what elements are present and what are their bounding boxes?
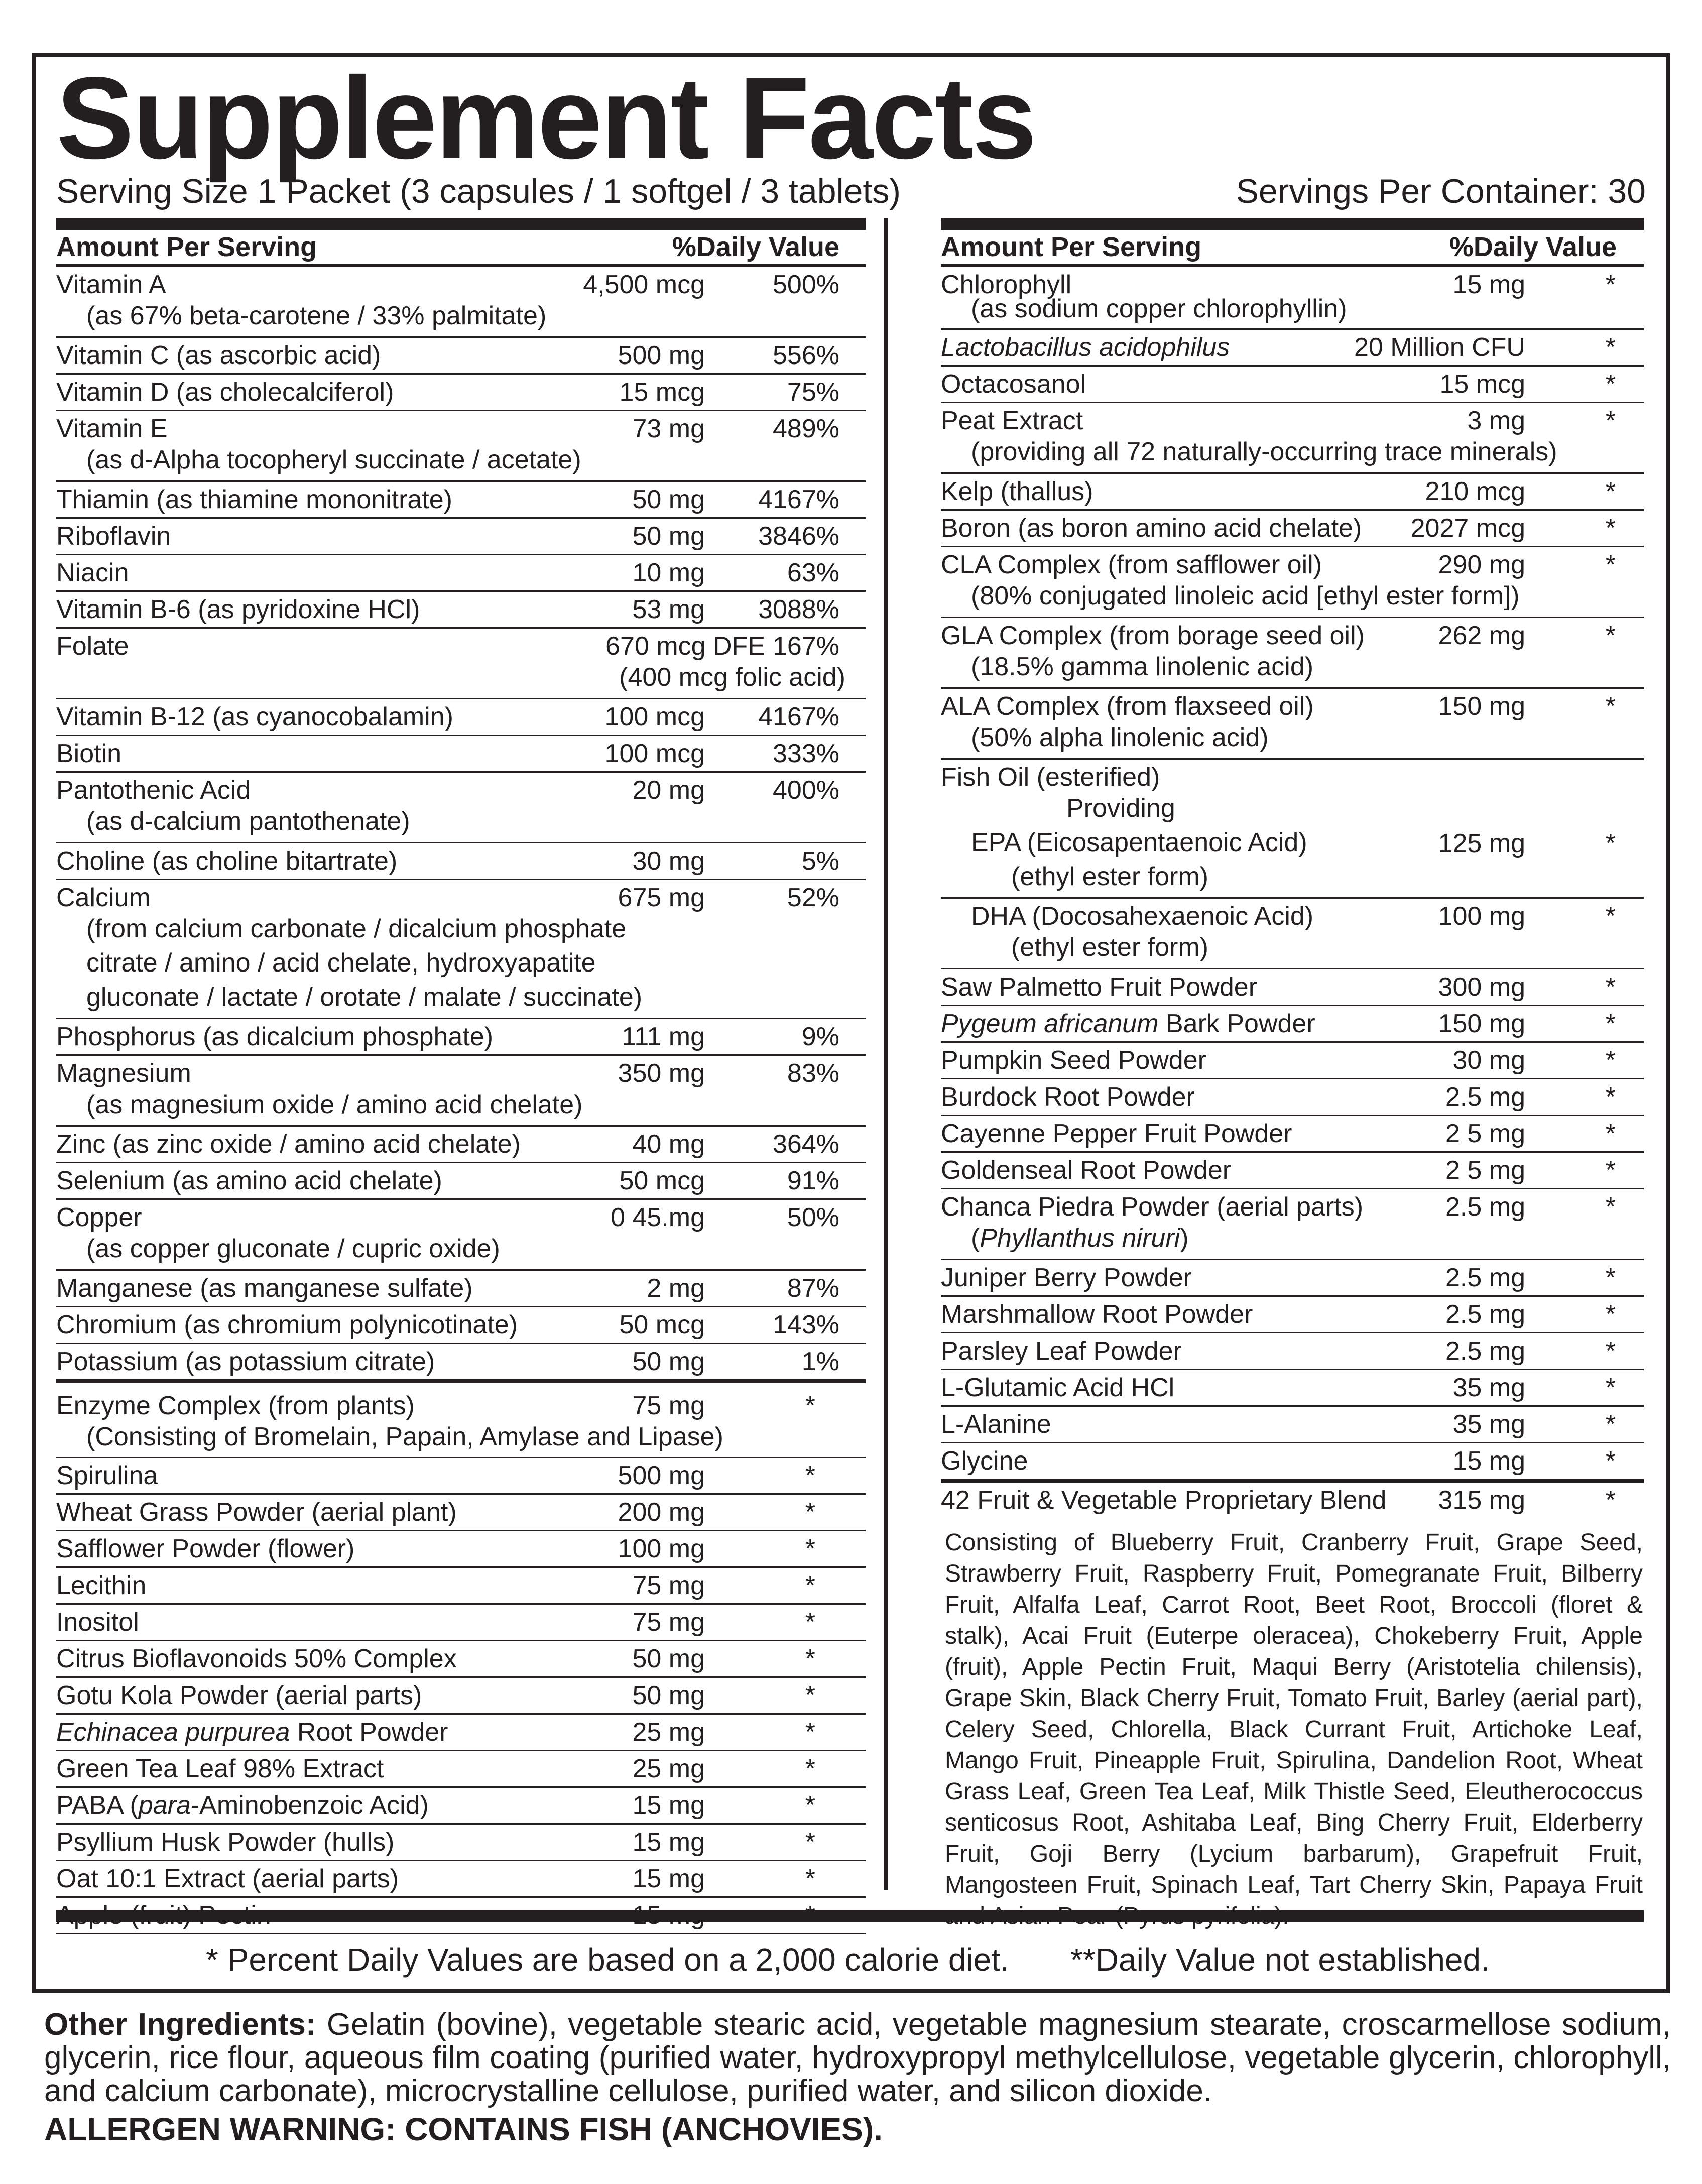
nutrient-row [941, 1333, 1644, 1370]
nutrient-row [56, 1531, 866, 1568]
nutrient-daily-value: * [1605, 902, 1616, 931]
nutrient-name: Safflower Powder (flower) [56, 1534, 355, 1563]
nutrient-row [941, 689, 1644, 760]
nutrient-daily-value: 3846% [758, 522, 839, 551]
nutrient-name: Vitamin B-6 (as pyridoxine HCl) [56, 595, 420, 624]
nutrient-row [941, 1407, 1644, 1443]
nutrient-name: Lactobacillus acidophilus [941, 333, 1230, 362]
thick-rule [941, 218, 1644, 230]
nutrient-amount: 50 mcg [619, 1166, 705, 1195]
nutrient-name: Boron (as boron amino acid chelate) [941, 514, 1362, 543]
nutrient-source: (80% conjugated linoleic acid [ethyl ester form]) [971, 581, 1520, 611]
nutrient-source: (ethyl ester form) [1011, 862, 1208, 891]
nutrient-amount: 15 mg [1452, 270, 1525, 299]
nutrient-daily-value: * [805, 1391, 815, 1420]
nutrient-amount: 73 mg [632, 414, 705, 443]
nutrient-amount: 25 mg [632, 1718, 705, 1747]
nutrient-row [941, 899, 1644, 969]
nutrient-name: Riboflavin [56, 522, 171, 551]
nutrient-name: Vitamin D (as cholecalciferol) [56, 378, 394, 407]
nutrient-amount: 2.5 mg [1445, 1300, 1525, 1329]
daily-value-footnote: * Percent Daily Values are based on a 2,000 calorie diet. [206, 1942, 1009, 1978]
nutrient-name: Zinc (as zinc oxide / amino acid chelate) [56, 1130, 521, 1159]
nutrient-amount: 100 mg [1438, 902, 1525, 931]
nutrient-amount: 150 mg [1438, 692, 1525, 721]
nutrient-name: Oat 10:1 Extract (aerial parts) [56, 1864, 399, 1893]
nutrient-name: Folate [56, 632, 129, 661]
botanical-name: Echinacea purpurea [56, 1718, 290, 1747]
nutrient-source: (18.5% gamma linolenic acid) [971, 652, 1314, 681]
nutrient-amount: 675 mg [618, 883, 705, 912]
nutrient-name: Vitamin C (as ascorbic acid) [56, 341, 381, 370]
nutrient-amount: 53 mg [632, 595, 705, 624]
nutrient-source: (as d-calcium pantothenate) [86, 807, 410, 836]
nutrient-row [941, 403, 1644, 474]
panel-title: Supplement Facts [56, 53, 1036, 183]
nutrient-name: Pumpkin Seed Powder [941, 1046, 1206, 1075]
nutrient-amount: 100 mcg [604, 739, 705, 768]
nutrient-amount: 15 mg [632, 1791, 705, 1820]
nutrient-name: Choline (as choline bitartrate) [56, 846, 398, 876]
nutrient-name: Juniper Berry Powder [941, 1263, 1192, 1292]
nutrient-amount: 75 mg [632, 1391, 705, 1420]
nutrient-row [56, 1458, 866, 1495]
nutrient-row [56, 1715, 866, 1751]
nutrient-row [941, 1189, 1644, 1260]
other-ingredients-label: Other Ingredients: [44, 2007, 316, 2042]
nutrient-daily-value: * [805, 1754, 815, 1783]
nutrient-row [941, 547, 1644, 618]
nutrient-name: Pantothenic Acid [56, 776, 251, 805]
nutrient-amount: 20 mg [632, 776, 705, 805]
other-ingredients [44, 2008, 1671, 2108]
nutrient-daily-value: * [805, 1461, 815, 1490]
nutrient-amount: 2.5 mg [1445, 1082, 1525, 1112]
nutrient-source: gluconate / lactate / orotate / malate / succinate) [86, 983, 643, 1012]
nutrient-name: Peat Extract [941, 406, 1083, 435]
nutrient-row [56, 1056, 866, 1127]
nutrient-daily-value: 364% [773, 1130, 839, 1159]
nutrient-row [56, 1271, 866, 1307]
nutrient-daily-value: 489% [773, 414, 839, 443]
nutrient-name: Chromium (as chromium polynicotinate) [56, 1310, 518, 1340]
nutrient-daily-value: 333% [773, 739, 839, 768]
nutrient-amount: 50 mg [632, 485, 705, 514]
nutrient-name [941, 1006, 1315, 1041]
nutrient-daily-value: * [1605, 1192, 1616, 1222]
nutrient-amount: 15 mcg [619, 378, 705, 407]
nutrient-row [941, 511, 1644, 547]
nutrient-row [56, 1825, 866, 1861]
nutrient-row [56, 267, 866, 338]
nutrient-row [56, 338, 866, 375]
nutrient-name: GLA Complex (from borage seed oil) [941, 621, 1365, 650]
nutrient-name: Vitamin E [56, 414, 168, 443]
nutrient-name: DHA (Docosahexaenoic Acid) [971, 902, 1314, 931]
nutrient-name: Manganese (as manganese sulfate) [56, 1274, 473, 1303]
providing-label: Providing [1066, 794, 1175, 823]
nutrient-daily-value: * [1605, 1410, 1616, 1439]
nutrient-daily-value: * [1605, 1373, 1616, 1402]
botanical-name: Phyllanthus niruri [980, 1224, 1180, 1253]
nutrient-source: (providing all 72 naturally-occurring trace minerals) [971, 437, 1557, 466]
nutrient-amount: 300 mg [1438, 973, 1525, 1002]
daily-value-heading: %Daily Value [1449, 232, 1617, 262]
nutrient-source [971, 1222, 1189, 1255]
nutrient-daily-value: 83% [787, 1059, 839, 1088]
nutrient-daily-value: * [1605, 621, 1616, 650]
nutrient-row [56, 773, 866, 843]
nutrient-daily-value: * [805, 1644, 815, 1673]
nutrient-daily-value: 556% [773, 341, 839, 370]
nutrient-name: ALA Complex (from flaxseed oil) [941, 692, 1314, 721]
nutrient-amount: 2.5 mg [1445, 1337, 1525, 1366]
nutrient-row [56, 1861, 866, 1898]
nutrient-amount: 50 mcg [619, 1310, 705, 1340]
nutrient-daily-value: 500% [773, 270, 839, 299]
daily-value-heading: %Daily Value [672, 232, 839, 262]
nutrient-row [56, 1495, 866, 1531]
nutrient-source: (50% alpha linolenic acid) [971, 723, 1269, 752]
nutrient-source: (ethyl ester form) [1011, 933, 1208, 962]
nutrient-daily-value: 87% [787, 1274, 839, 1303]
nutrient-row [56, 1788, 866, 1825]
nutrient-source: (as copper gluconate / cupric oxide) [86, 1234, 500, 1263]
nutrient-amount: 15 mg [632, 1864, 705, 1893]
nutrient-row [56, 482, 866, 519]
nutrient-name: Marshmallow Root Powder [941, 1300, 1253, 1329]
nutrient-daily-value: * [805, 1498, 815, 1527]
nutrient-row [56, 880, 866, 1019]
nutrient-daily-value: * [1605, 514, 1616, 543]
nutrient-daily-value: * [1605, 1119, 1616, 1148]
nutrient-amount: 2.5 mg [1445, 1192, 1525, 1222]
nutrient-row [941, 618, 1644, 689]
nutrient-name: Chlorophyll [941, 270, 1072, 299]
nutrient-name: Green Tea Leaf 98% Extract [56, 1754, 384, 1783]
column-header [56, 230, 866, 267]
nutrient-name-rest: Bark Powder [1158, 1009, 1315, 1038]
nutrient-amount: 111 mg [622, 1022, 705, 1051]
column-header [941, 230, 1644, 267]
nutrient-amount: 30 mg [1452, 1046, 1525, 1075]
nutrient-daily-value: * [1605, 406, 1616, 435]
nutrient-row [56, 1127, 866, 1163]
right-nutrient-column [941, 218, 1644, 1518]
nutrient-row [941, 1079, 1644, 1116]
nutrient-source: (400 mcg folic acid) [619, 663, 845, 692]
nutrient-name: Parsley Leaf Powder [941, 1337, 1182, 1366]
nutrient-source: (as sodium copper chlorophyllin) [971, 294, 1347, 323]
nutrient-name: Vitamin A [56, 270, 166, 299]
nutrient-daily-value: * [805, 1791, 815, 1820]
nutrient-name: Vitamin B-12 (as cyanocobalamin) [56, 702, 453, 732]
nutrient-daily-value: * [1605, 1082, 1616, 1112]
nutrient-amount: 3 mg [1467, 406, 1525, 435]
amount-per-serving-heading: Amount Per Serving [56, 232, 317, 262]
nutrient-name-italic: para [138, 1791, 191, 1820]
nutrient-daily-value: * [1605, 270, 1616, 299]
proprietary-blend-row [941, 1483, 1644, 1518]
nutrient-daily-value: 63% [787, 558, 839, 587]
nutrient-name: Chanca Piedra Powder (aerial parts) [941, 1192, 1364, 1222]
nutrient-amount: 35 mg [1452, 1410, 1525, 1439]
nutrient-amount: 40 mg [632, 1130, 705, 1159]
nutrient-daily-value: 91% [787, 1166, 839, 1195]
nutrient-amount: 20 Million CFU [1354, 333, 1525, 362]
nutrient-daily-value: * [1605, 973, 1616, 1002]
nutrient-row [56, 1383, 866, 1458]
nutrient-name: Fish Oil (esterified) [941, 763, 1160, 792]
nutrient-name [56, 1715, 448, 1750]
nutrient-amount: 15 mcg [1439, 370, 1525, 399]
nutrient-name: L-Alanine [941, 1410, 1051, 1439]
nutrient-row [941, 1043, 1644, 1079]
nutrient-amount: 262 mg [1438, 621, 1525, 650]
nutrient-daily-value: 52% [787, 883, 839, 912]
nutrient-amount: 50 mg [632, 522, 705, 551]
nutrient-amount: 350 mg [618, 1059, 705, 1088]
nutrient-name: Burdock Root Powder [941, 1082, 1195, 1112]
nutrient-daily-value: 3088% [758, 595, 839, 624]
nutrient-amount: 35 mg [1452, 1373, 1525, 1402]
nutrient-name: CLA Complex (from safflower oil) [941, 550, 1322, 579]
nutrient-daily-value: * [1605, 1046, 1616, 1075]
left-nutrient-column [56, 218, 866, 1934]
nutrient-source: (as d-Alpha tocopheryl succinate / acetate) [86, 445, 581, 474]
nutrient-daily-value: 4167% [758, 702, 839, 732]
nutrient-row [56, 1568, 866, 1605]
nutrient-name: Psyllium Husk Powder (hulls) [56, 1828, 395, 1857]
nutrient-name: Lecithin [56, 1571, 147, 1600]
nutrient-amount: 2 mg [647, 1274, 705, 1303]
nutrient-row [56, 1641, 866, 1678]
nutrient-sub-name: EPA (Eicosapentaenoic Acid) [971, 828, 1307, 857]
nutrient-daily-value: * [1605, 1300, 1616, 1329]
nutrient-row [941, 474, 1644, 511]
nutrient-row [56, 519, 866, 555]
nutrient-name: Kelp (thallus) [941, 477, 1093, 506]
nutrient-daily-value: * [1605, 333, 1616, 362]
nutrient-amount: 30 mg [632, 846, 705, 876]
nutrient-daily-value: 5% [801, 846, 839, 876]
nutrient-source: (as 67% beta-carotene / 33% palmitate) [86, 301, 547, 330]
nutrient-daily-value: * [1605, 1009, 1616, 1038]
nutrient-daily-value: * [1605, 1486, 1616, 1515]
nutrient-daily-value: * [1605, 1263, 1616, 1292]
nutrient-daily-value: * [1605, 692, 1616, 721]
nutrient-name [56, 1788, 429, 1823]
other-ingredients-text: Gelatin (bovine), vegetable stearic acid, vegetable magnesium stearate, croscarmellose sodium, glycerin, rice flour, aqueous film coating (purified water, hydroxypropyl methylcellulose, vegetable glycerin, chlorophyll, and calcium carbonate), microcrystalline cellulose, purified water, and silicon dioxide. [44, 2007, 1671, 2108]
nutrient-amount: 100 mcg [604, 702, 705, 732]
not-established-footnote: **Daily Value not established. [1070, 1942, 1490, 1978]
nutrient-amount: 10 mg [632, 558, 705, 587]
thick-rule [56, 1910, 1644, 1922]
nutrient-row [56, 555, 866, 592]
nutrient-daily-value: * [805, 1828, 815, 1857]
nutrient-row [56, 1678, 866, 1715]
nutrient-source: citrate / amino / acid chelate, hydroxyapatite [86, 948, 596, 978]
nutrient-name: Potassium (as potassium citrate) [56, 1347, 435, 1376]
nutrient-daily-value: * [1605, 829, 1616, 858]
nutrient-row [56, 1019, 866, 1056]
nutrient-row [56, 699, 866, 736]
nutrient-amount: 200 mg [618, 1498, 705, 1527]
allergen-warning: ALLERGEN WARNING: CONTAINS FISH (ANCHOVIES). [44, 2111, 883, 2147]
nutrient-daily-value: * [1605, 1337, 1616, 1366]
paren: ( [971, 1224, 980, 1253]
nutrient-name: Octacosanol [941, 370, 1086, 399]
nutrient-amount: 100 mg [618, 1534, 705, 1563]
nutrient-row [56, 1751, 866, 1788]
nutrient-row [56, 375, 866, 411]
nutrient-amount: 150 mg [1438, 1009, 1525, 1038]
nutrient-amount: 0 45.mg [611, 1203, 705, 1232]
nutrient-row [941, 1443, 1644, 1483]
nutrient-amount: 500 mg [618, 1461, 705, 1490]
thick-rule [56, 218, 866, 230]
nutrient-name: Selenium (as amino acid chelate) [56, 1166, 442, 1195]
nutrient-row [56, 843, 866, 880]
nutrient-amount: 75 mg [632, 1608, 705, 1637]
nutrient-amount: 25 mg [632, 1754, 705, 1783]
servings-per-container: Servings Per Container: 30 [1236, 172, 1646, 210]
nutrient-amount: 2 5 mg [1445, 1156, 1525, 1185]
nutrient-amount: 15 mg [1452, 1446, 1525, 1476]
nutrient-name: Niacin [56, 558, 129, 587]
nutrient-name: Copper [56, 1203, 142, 1232]
nutrient-row [56, 1163, 866, 1200]
nutrient-row [941, 1370, 1644, 1407]
nutrient-row [941, 760, 1644, 899]
nutrient-row [941, 969, 1644, 1006]
nutrient-row [56, 592, 866, 629]
nutrient-amount: 75 mg [632, 1571, 705, 1600]
amount-per-serving-heading: Amount Per Serving [941, 232, 1202, 262]
proprietary-blend-ingredients: Consisting of Blueberry Fruit, Cranberry Fruit, Grape Seed, Strawberry Fruit, Raspberry Fruit, Pomegranate Fruit, Bilberry Fruit, Alfalfa Leaf, Carrot Root, Beet Root, Broccoli (floret & stalk), Acai Fruit (Euterpe oleracea), Chokeberry Fruit, Apple (fruit), Apple Pectin Fruit, Maqui Berry (Aristotelia chilensis), Grape Skin, Black Cherry Fruit, Tomato Fruit, Barley (aerial part), Celery Seed, Chlorella, Black Currant Fruit, Artichoke Leaf, Mango Fruit, Pineapple Fruit, Spirulina, Dandelion Root, Wheat Grass Leaf, Green Tea Leaf, Milk Thistle Seed, Eleutherococcus senticosus Root, Ashitaba Leaf, Bing Cherry Fruit, Elderberry Fruit, Goji Berry (Lycium barbarum), Grapefruit Fruit, Mangosteen Fruit, Spinach Leaf, Tart Cherry Skin, Papaya Fruit [945, 1529, 1643, 1898]
nutrient-daily-value: * [805, 1718, 815, 1747]
botanical-name: Pygeum africanum [941, 1009, 1159, 1038]
nutrient-row [56, 629, 866, 699]
nutrient-daily-value: 4167% [758, 485, 839, 514]
paren: ) [1180, 1224, 1189, 1253]
nutrient-daily-value: * [1605, 550, 1616, 579]
nutrient-name-part: -Aminobenzoic Acid) [190, 1791, 429, 1820]
nutrient-daily-value: * [1605, 477, 1616, 506]
nutrient-row [56, 736, 866, 773]
nutrient-name: L-Glutamic Acid HCl [941, 1373, 1175, 1402]
nutrient-name: Glycine [941, 1446, 1028, 1476]
nutrient-row [56, 411, 866, 482]
nutrient-row [941, 1116, 1644, 1153]
nutrient-row [56, 1200, 866, 1271]
nutrient-name: Wheat Grass Powder (aerial plant) [56, 1498, 457, 1527]
nutrient-daily-value: * [1605, 1156, 1616, 1185]
nutrient-row [941, 267, 1644, 330]
nutrient-daily-value: * [805, 1681, 815, 1710]
nutrient-amount: 2.5 mg [1445, 1263, 1525, 1292]
nutrient-row [56, 1344, 866, 1383]
nutrient-daily-value: 50% [787, 1203, 839, 1232]
nutrient-amount: 670 mcg DFE [605, 632, 765, 661]
nutrient-amount: 125 mg [1438, 829, 1525, 858]
nutrient-daily-value: 167% [773, 632, 839, 661]
nutrient-daily-value: * [1605, 370, 1616, 399]
nutrient-amount: 290 mg [1438, 550, 1525, 579]
nutrient-name: 42 Fruit & Vegetable Proprietary Blend [941, 1486, 1387, 1515]
nutrient-name: Thiamin (as thiamine mononitrate) [56, 485, 452, 514]
nutrient-amount: 15 mg [632, 1828, 705, 1857]
nutrient-row [941, 1006, 1644, 1043]
nutrient-name: Citrus Bioflavonoids 50% Complex [56, 1644, 457, 1673]
nutrient-name: Calcium [56, 883, 151, 912]
nutrient-daily-value: * [805, 1864, 815, 1893]
nutrient-daily-value: 1% [801, 1347, 839, 1376]
nutrient-row [941, 1260, 1644, 1297]
nutrient-daily-value: * [805, 1571, 815, 1600]
nutrient-daily-value: 9% [801, 1022, 839, 1051]
nutrient-name: Phosphorus (as dicalcium phosphate) [56, 1022, 494, 1051]
nutrient-row [941, 1153, 1644, 1189]
nutrient-daily-value: 75% [787, 378, 839, 407]
nutrient-amount: 315 mg [1438, 1486, 1525, 1515]
nutrient-name: Gotu Kola Powder (aerial parts) [56, 1681, 422, 1710]
nutrient-row [941, 1297, 1644, 1333]
nutrient-amount: 500 mg [618, 341, 705, 370]
nutrient-source: (Consisting of Bromelain, Papain, Amylase and Lipase) [86, 1422, 723, 1451]
nutrient-row [56, 1307, 866, 1344]
nutrient-daily-value: * [805, 1608, 815, 1637]
nutrient-name: Saw Palmetto Fruit Powder [941, 973, 1258, 1002]
nutrient-name: Inositol [56, 1608, 139, 1637]
nutrient-name-rest: Root Powder [290, 1718, 448, 1747]
nutrient-name: Enzyme Complex (from plants) [56, 1391, 415, 1420]
nutrient-daily-value: 143% [773, 1310, 839, 1340]
nutrient-amount: 2 5 mg [1445, 1119, 1525, 1148]
nutrient-name: Biotin [56, 739, 122, 768]
nutrient-name: Magnesium [56, 1059, 191, 1088]
nutrient-amount: 50 mg [632, 1347, 705, 1376]
nutrient-row [56, 1605, 866, 1641]
serving-size: Serving Size 1 Packet (3 capsules / 1 softgel / 3 tablets) [56, 172, 901, 210]
supplement-facts-panel [32, 53, 1670, 1993]
nutrient-name: Spirulina [56, 1461, 158, 1490]
nutrient-source: (from calcium carbonate / dicalcium phosphate [86, 914, 627, 943]
nutrient-amount: 2027 mcg [1410, 514, 1525, 543]
nutrient-name: Goldenseal Root Powder [941, 1156, 1232, 1185]
nutrient-name: Cayenne Pepper Fruit Powder [941, 1119, 1292, 1148]
nutrient-row [941, 330, 1644, 367]
nutrient-daily-value: 400% [773, 776, 839, 805]
nutrient-amount: 50 mg [632, 1681, 705, 1710]
nutrient-name-part: PABA ( [56, 1791, 139, 1820]
nutrient-amount: 210 mcg [1425, 477, 1525, 506]
column-divider [884, 218, 888, 1890]
nutrient-row [941, 367, 1644, 403]
nutrient-daily-value: * [805, 1534, 815, 1563]
nutrient-source: (as magnesium oxide / amino acid chelate) [86, 1090, 583, 1119]
nutrient-daily-value: * [1605, 1446, 1616, 1476]
nutrient-amount: 50 mg [632, 1644, 705, 1673]
nutrient-amount: 4,500 mcg [583, 270, 705, 299]
